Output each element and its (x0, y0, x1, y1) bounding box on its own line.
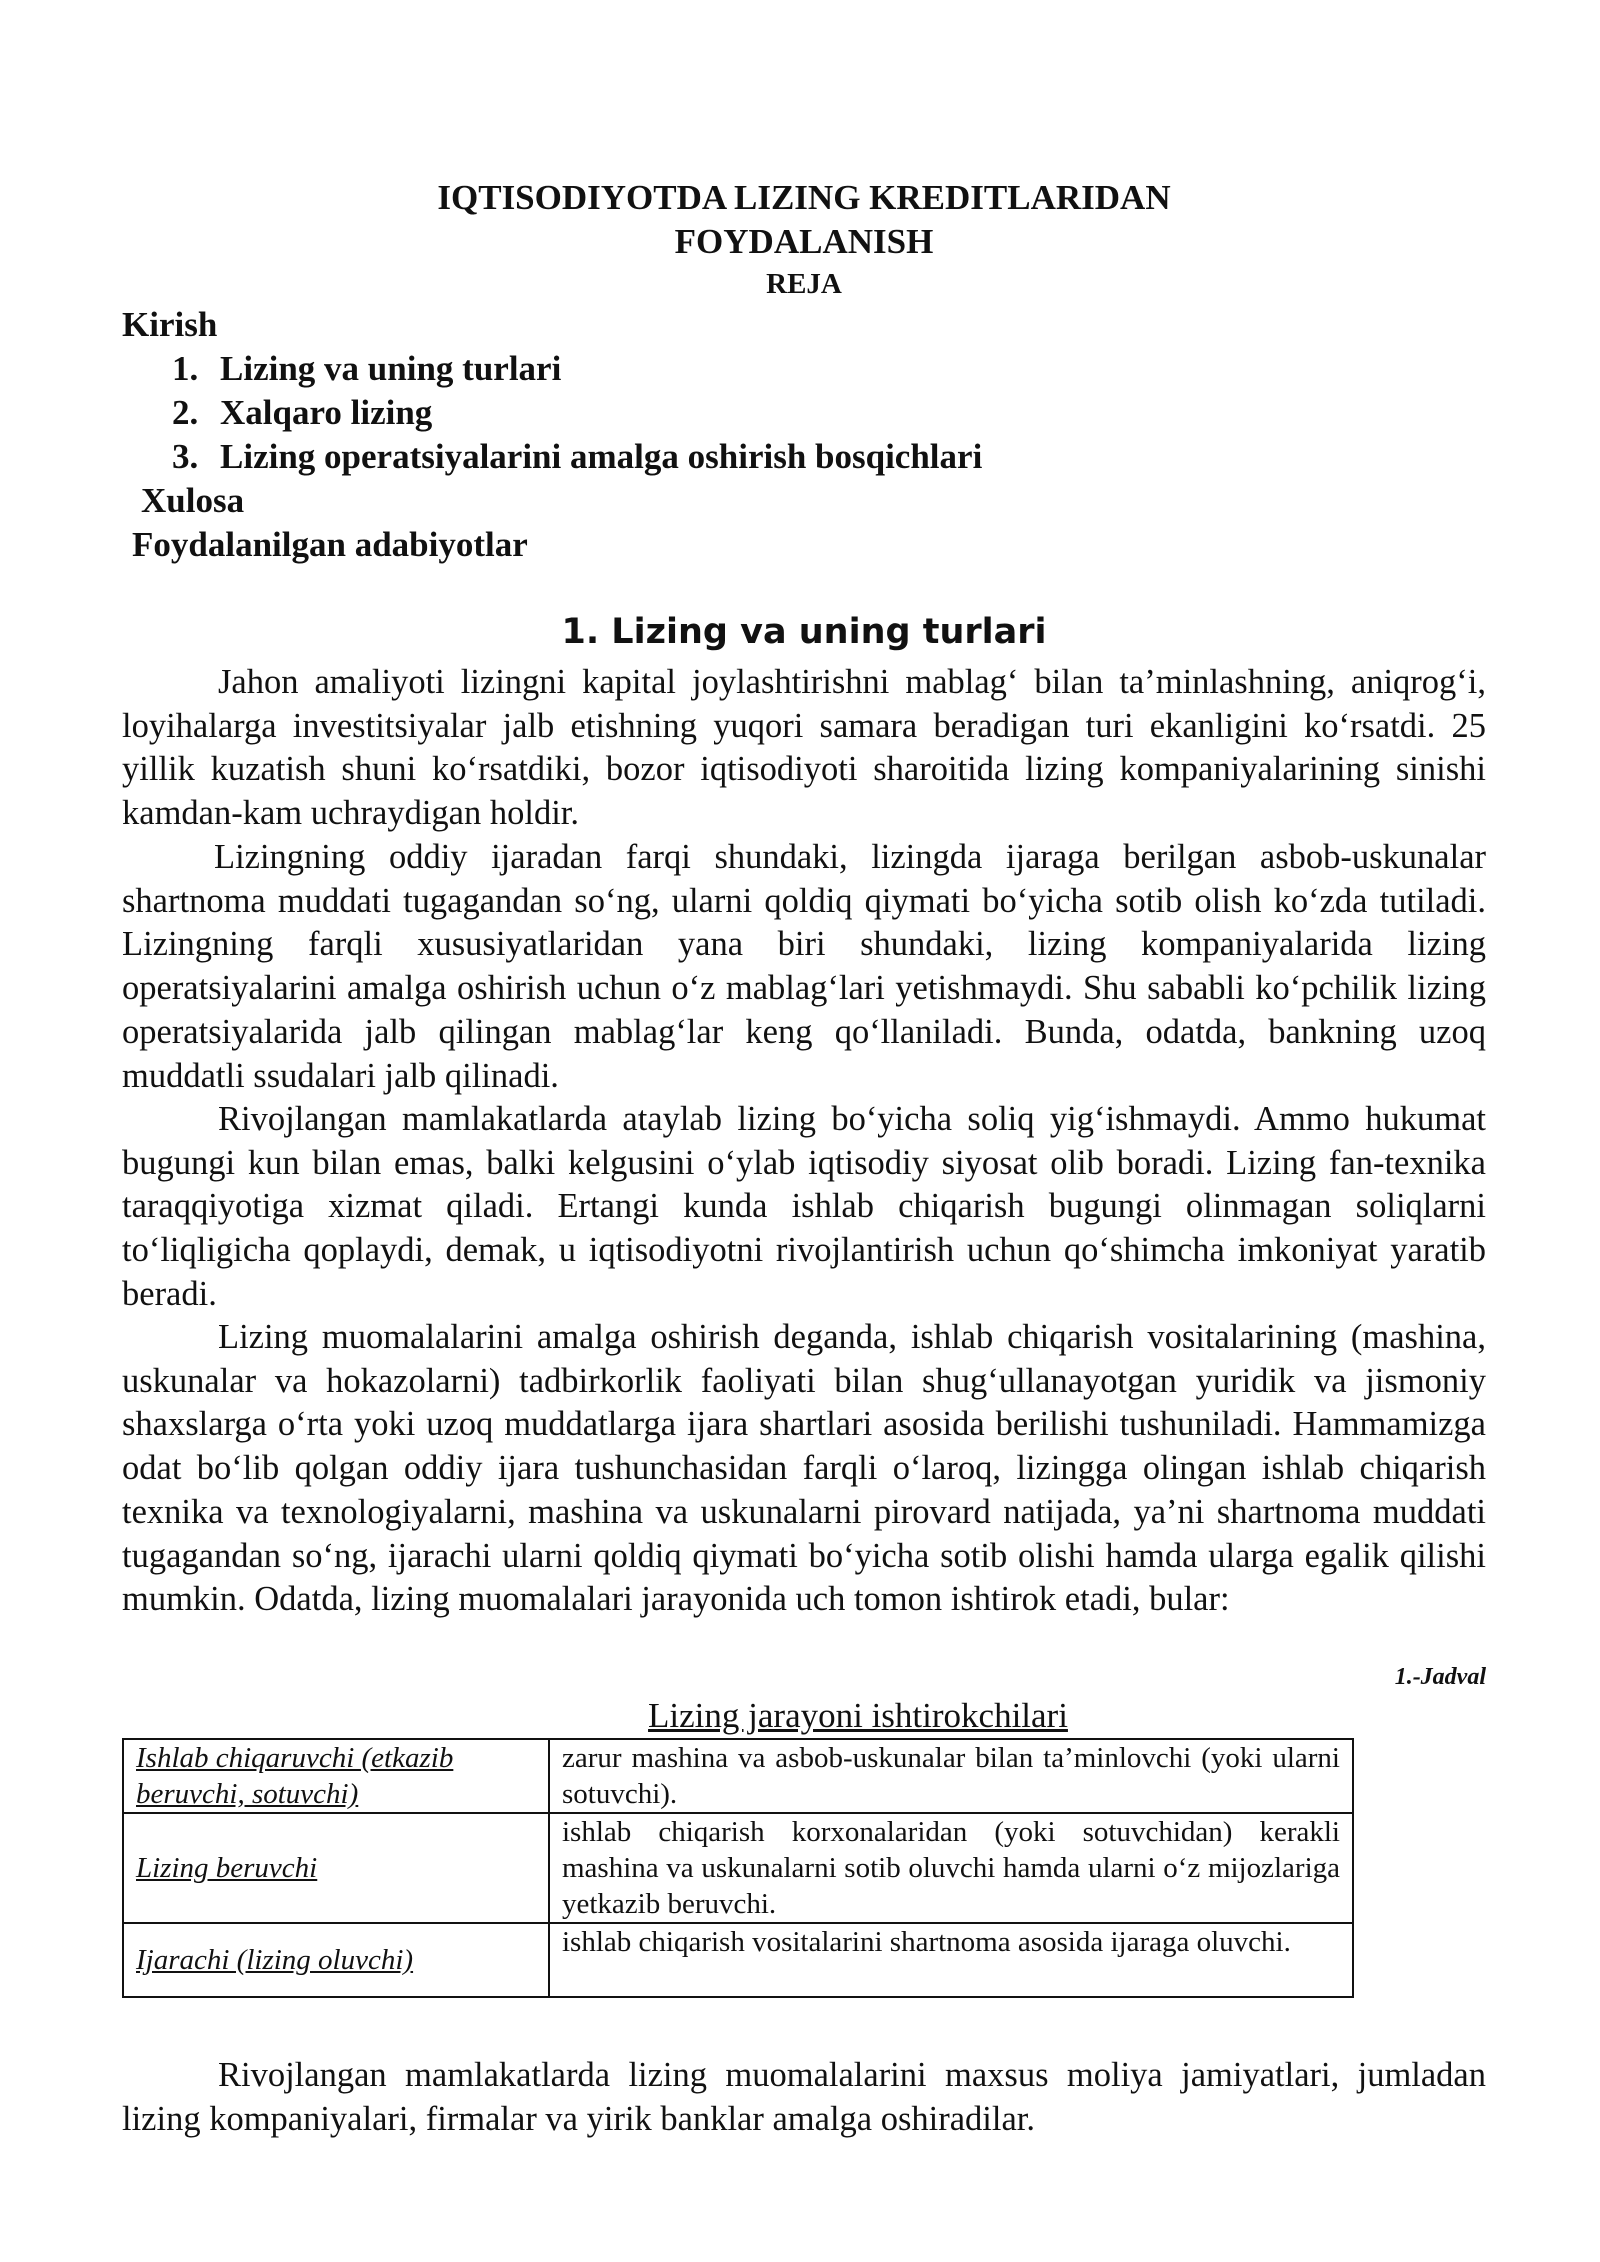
plan-item (172, 347, 561, 391)
plan-item-text: Lizing va uning turlari (220, 349, 562, 388)
body-paragraph: Lizingning oddiy ijaradan farqi shundaki, lizingda ijaraga berilgan asbob-uskunalar shartnoma muddati tugagandan so‘ng, ularni qoldiq qiymati bo‘yicha sotib olish ko‘zda tutiladi. Lizingning farqli xususiyatlaridan yana biri shundaki, lizing kompaniyalarida lizing operatsiyalarini amalga oshirish uchun o‘z mablag‘lari yetishmaydi. Shu sababli ko‘pchilik lizing operatsiyalarida jalb qilingan mablag‘lar keng qo‘llaniladi. Bunda, odatda, bankning uzoq muddatli ssudalari jalb qilinadi. (122, 838, 1486, 1095)
table-row (123, 1813, 1353, 1923)
table-label: 1.-Jadval (1394, 1664, 1486, 1690)
plan-references: Foydalanilgan adabiyotlar (132, 525, 528, 564)
body-paragraph: Jahon amaliyoti lizingni kapital joylashtirishni mablag‘ bilan ta’minlashning, aniqrog‘i, loyihalarga investitsiyalar jalb etishning yuqori samara beradigan turi ekanligini ko‘rsatdi. 25 yillik kuzatish shuni ko‘rsatdiki, bozor iqtisodiyoti sharoitida lizing kompaniyalarining sinishi kamdan-kam uchraydigan holdir. (122, 663, 1486, 833)
document-title-line-1: IQTISODIYOTDA LIZING KREDITLARIDAN (437, 178, 1171, 217)
plan-item-number: 2. (172, 393, 199, 432)
table-cell-description: ishlab chiqarish vositalarini shartnoma asosida ijaraga oluvchi. (549, 1923, 1353, 1997)
document-title-line-2: FOYDALANISH (674, 222, 934, 261)
plan-item-number: 1. (172, 349, 199, 388)
body-paragraph: Rivojlangan mamlakatlarda lizing muomalalarini maxsus moliya jamiyatlari, jumladan lizing kompaniyalari, firmalar va yirik banklar amalga oshiradilar. (122, 2056, 1486, 2138)
table-cell-role: Lizing beruvchi (123, 1813, 549, 1923)
table-row (123, 1739, 1353, 1813)
plan-item-text: Lizing operatsiyalarini amalga oshirish bosqichlari (220, 437, 983, 476)
plan-item (172, 391, 432, 435)
table-cell-description: ishlab chiqarish korxonalaridan (yoki sotuvchidan) kerakli mashina va uskunalarni sotib oluvchi hamda ularni o‘z mijozlariga yetkazib beruvchi. (549, 1813, 1353, 1923)
body-paragraph: Lizing muomalalarini amalga oshirish deganda, ishlab chiqarish vositalarining (mashina, uskunalar va hokazolarni) tadbirkorlik faoliyati bilan shug‘ullanayotgan yuridik va jismoniy shaxslarga o‘rta yoki uzoq muddatlarga ijara shartlari asosida berilishi tushuniladi. Hammamizga odat bo‘lib qolgan oddiy ijara tushunchasidan farqli o‘laroq, lizingga olingan ishlab chiqarish texnika va texnologiyalarni, mashina va uskunalarni pirovard natijada, ya’ni shartnoma muddati tugagandan so‘ng, ijarachi ularni qoldiq qiymati bo‘yicha sotib olishi hamda ularga egalik qilishi mumkin. Odatda, lizing muomalalari jarayonida uch tomon ishtirok etadi, bular: (122, 1318, 1486, 1619)
body-paragraph: Rivojlangan mamlakatlarda ataylab lizing bo‘yicha soliq yig‘ishmaydi. Ammo hukumat bugungi kun bilan emas, balki kelgusini o‘ylab iqtisodiy siyosat olib boradi. Lizing fan-texnika taraqqiyotiga xizmat qiladi. Ertangi kunda ishlab chiqarish bugungi olinmagan soliqlarni to‘liqligicha qoplaydi, demak, u iqtisodiyotni rivojlantirish uchun qo‘shimcha imkoniyat yaratib beradi. (122, 1100, 1486, 1313)
table-row (123, 1923, 1353, 1997)
plan-item-number: 3. (172, 437, 199, 476)
table-cell-role: Ishlab chiqaruvchi (etkazib beruvchi, sotuvchi) (123, 1739, 549, 1813)
plan-heading: REJA (766, 268, 842, 300)
table-cell-description: zarur mashina va asbob-uskunalar bilan ta’minlovchi (yoki ularni sotuvchi). (549, 1739, 1353, 1813)
plan-item-text: Xalqaro lizing (220, 393, 433, 432)
table-caption: Lizing jarayoni ishtirokchilari (648, 1696, 1068, 1735)
plan-conclusion: Xulosa (141, 481, 245, 520)
section-heading: 1. Lizing va uning turlari (561, 612, 1047, 652)
plan-intro: Kirish (122, 305, 218, 344)
participants-table (122, 1738, 1354, 1998)
plan-item (172, 435, 982, 479)
table-cell-role: Ijarachi (lizing oluvchi) (123, 1923, 549, 1997)
